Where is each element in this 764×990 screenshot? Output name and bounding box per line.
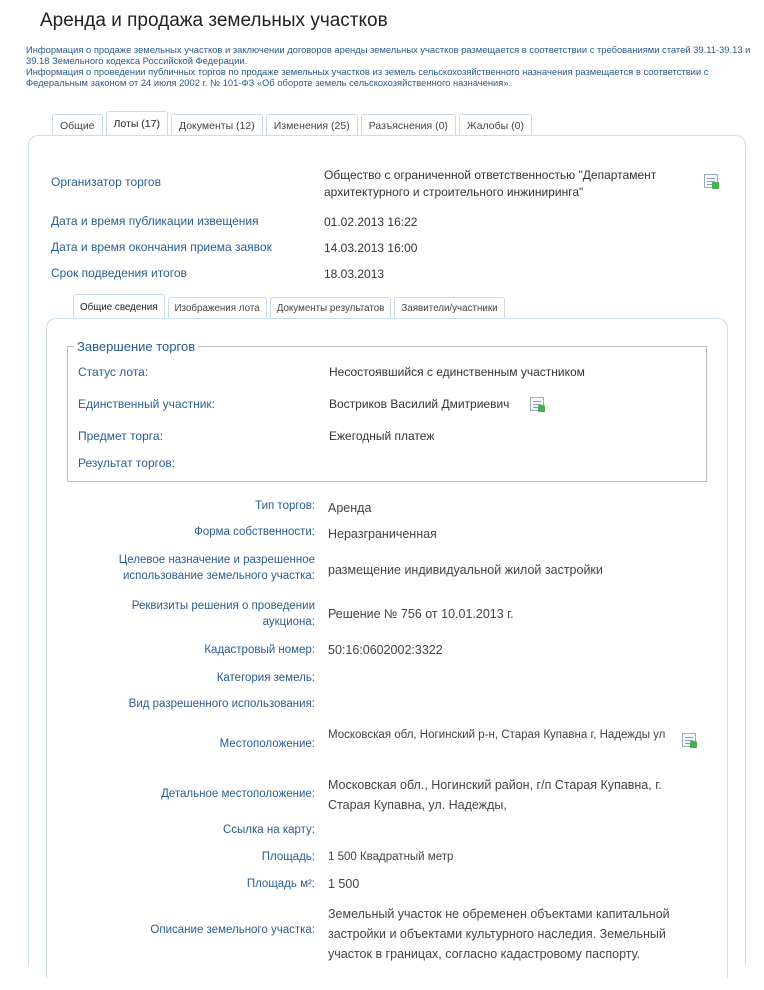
detail-label: Целевое назначение и разрешенное использование земельного участка:	[118, 554, 315, 582]
tab-complaints[interactable]: Жалобы (0)	[459, 114, 532, 136]
trade-result-label: Результат торгов:	[78, 456, 176, 470]
trade-subject-label: Предмет торга:	[78, 429, 163, 443]
detail-label: Ссылка на карту:	[222, 824, 315, 836]
pub-date-value: 01.02.2013 16:22	[324, 215, 418, 229]
organizer-card-icon[interactable]	[704, 174, 718, 188]
detail-value: Неразграниченная	[328, 527, 437, 541]
detail-value: Московская обл., Ногинский район, г/п Старая Купавна, г. Старая Купавна, ул. Надежды,	[328, 778, 662, 812]
results-date-value: 18.03.2013	[324, 267, 385, 281]
intro-text	[26, 44, 758, 88]
tab-general[interactable]: Общие	[52, 114, 103, 136]
pub-date-label: Дата и время публикации извещения	[51, 214, 259, 228]
detail-label: Тип торгов:	[255, 500, 315, 512]
detail-value: 1 500 Квадратный метр	[328, 851, 454, 863]
trade-subject-value: Ежегодный платеж	[329, 429, 435, 443]
detail-label: Кадастровый номер:	[204, 644, 315, 656]
detail-label: Реквизиты решения о проведении аукциона:	[131, 600, 315, 628]
end-date-label: Дата и время окончания приема заявок	[51, 240, 272, 254]
organizer-value: Общество с ограниченной ответственностью "Департамент архитектурного и строительного инжиниринга"	[324, 168, 657, 199]
detail-value: Земельный участок не обременен объектами капитальной застройки и объектами культурного наследия. Земельный участок в границах, согласно кадастровому паспорту.	[328, 907, 670, 961]
detail-label: Вид разрешенного использования:	[128, 698, 315, 710]
detail-value: Аренда	[328, 501, 372, 515]
detail-value: Московская обл, Ногинский р-н, Старая Купавна г, Надежды ул	[328, 729, 666, 741]
lot-tabs	[52, 111, 535, 136]
intro-paragraph-1: Информация о продаже земельных участков и заключении договоров аренды земельных участков размещается в соответствии с требованиями статей 39.11-39.13 и 39.18 Земельного кодекса Российской Федерации.	[26, 44, 751, 66]
tab-documents[interactable]: Документы (12)	[171, 114, 263, 136]
intro-paragraph-2: Информация о проведении публичных торгов по продаже земельных участков из земель сельскохозяйственного назначения размещается в соответствии с Федеральным законом от 24 июля 2002 г. № 101-ФЗ «Об обороте земель сельскохозяйственного назначения».	[26, 66, 709, 88]
tab-applicants[interactable]: Заявители/участники	[394, 297, 504, 319]
detail-label: Категория земель:	[216, 672, 315, 684]
detail-label: Описание земельного участка:	[150, 924, 315, 936]
tab-clarifications[interactable]: Разъяснения (0)	[361, 114, 456, 136]
detail-value: 1 500	[328, 877, 360, 891]
detail-label: Детальное местоположение:	[161, 788, 315, 800]
detail-label: Площадь:	[261, 851, 315, 863]
tab-general-info[interactable]: Общие сведения	[73, 294, 165, 319]
tab-result-documents[interactable]: Документы результатов	[270, 297, 392, 319]
detail-value: Решение № 756 от 10.01.2013 г.	[328, 607, 514, 621]
detail-value: 50:16:0602002:3322	[328, 643, 443, 657]
sole-participant-value: Востриков Василий Дмитриевич	[329, 397, 510, 411]
lot-status-label: Статус лота:	[78, 365, 149, 379]
tab-lot-images[interactable]: Изображения лота	[168, 297, 267, 319]
detail-label: Местоположение:	[219, 738, 315, 750]
end-date-value: 14.03.2013 16:00	[324, 241, 418, 255]
detail-label: Площадь м²:	[246, 878, 315, 890]
map-location-icon[interactable]	[682, 733, 696, 747]
completion-legend: Завершение торгов	[77, 339, 196, 354]
participant-card-icon[interactable]	[530, 397, 544, 411]
lot-status-value: Несостоявшийся с единственным участником	[329, 365, 585, 379]
page-title: Аренда и продажа земельных участков	[40, 10, 388, 31]
detail-value: размещение индивидуальной жилой застройки	[328, 563, 603, 577]
detail-label: Форма собственности:	[194, 526, 315, 538]
tab-changes[interactable]: Изменения (25)	[266, 114, 358, 136]
lot-detail-tabs	[73, 294, 508, 319]
organizer-label: Организатор торгов	[51, 175, 161, 189]
results-date-label: Срок подведения итогов	[51, 266, 187, 280]
tab-lots[interactable]: Лоты (17)	[106, 111, 168, 136]
sole-participant-label: Единственный участник:	[78, 397, 215, 411]
